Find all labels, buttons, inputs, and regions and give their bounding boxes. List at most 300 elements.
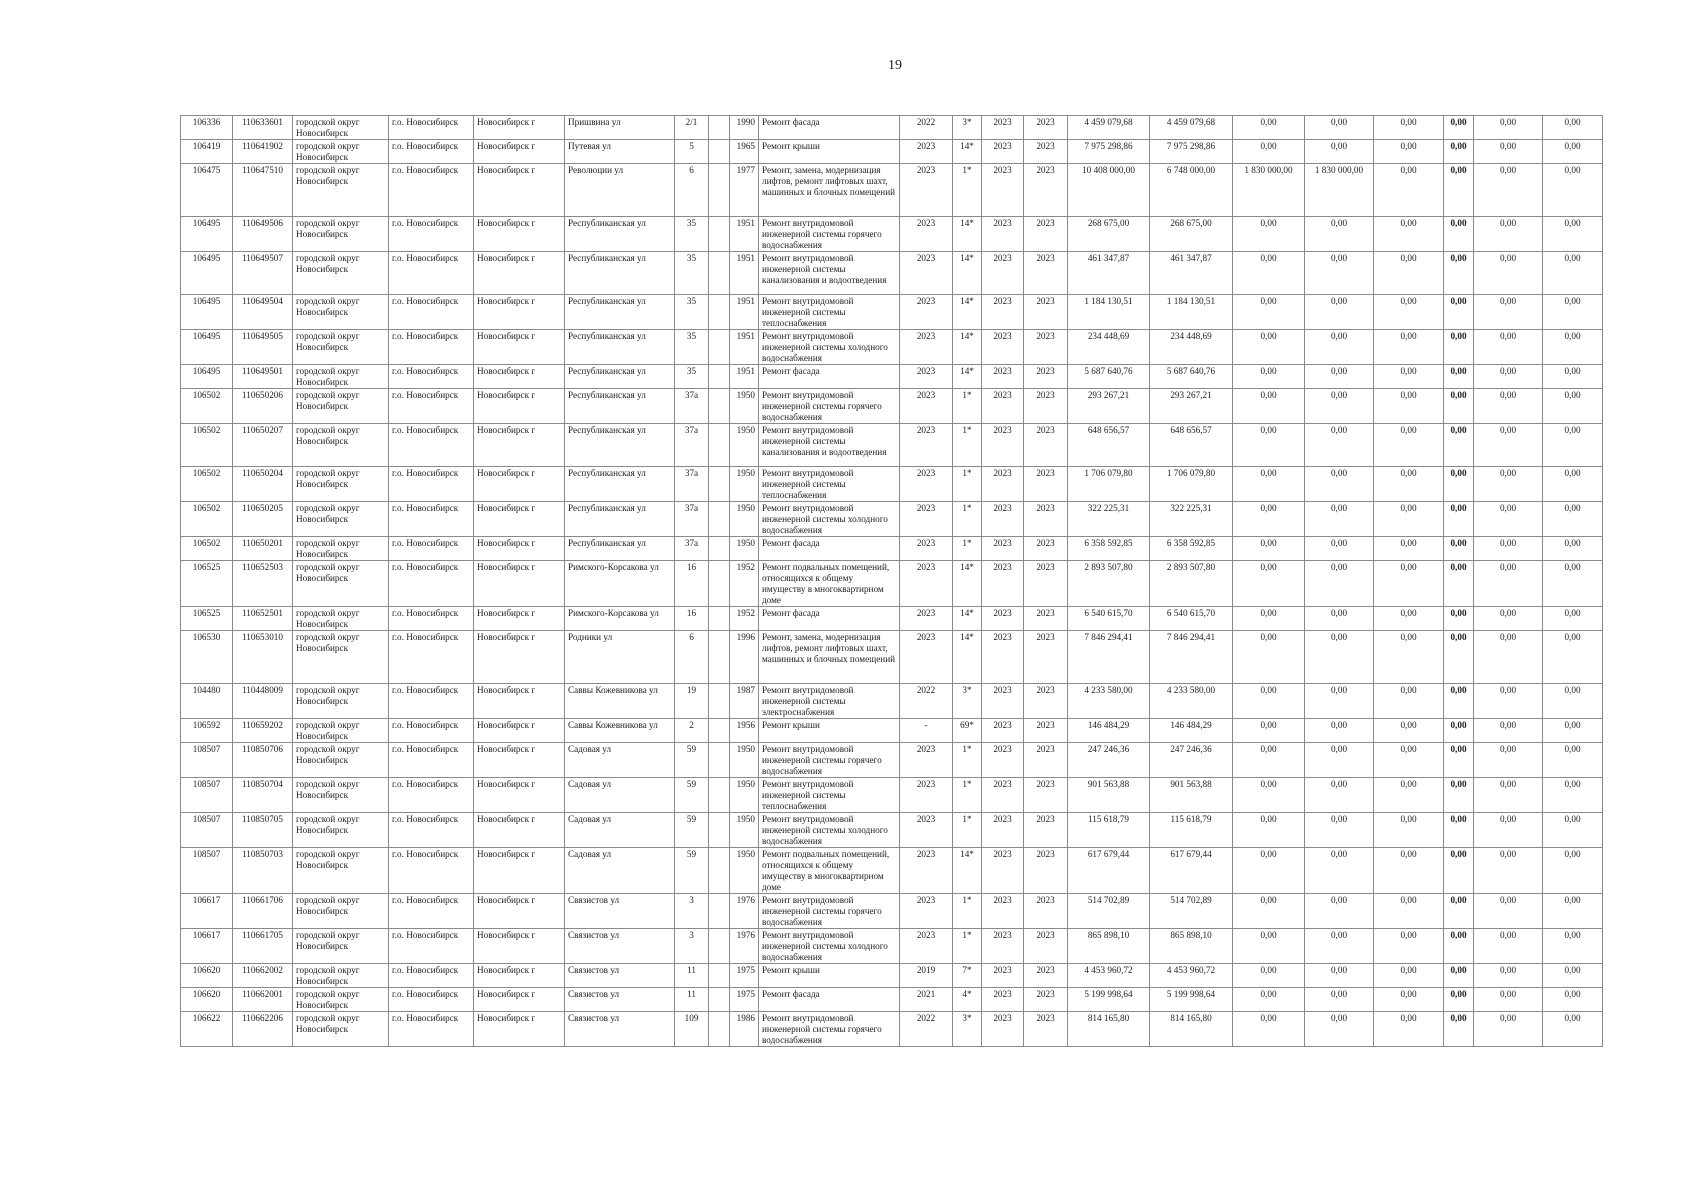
cell-year-start: 2023 bbox=[982, 894, 1024, 929]
cell-source-1: 0,00 bbox=[1233, 894, 1305, 929]
cell-priority: 14* bbox=[953, 140, 982, 164]
cell-code: 110850705 bbox=[233, 813, 293, 848]
cell-source-3: 0,00 bbox=[1374, 607, 1444, 631]
cell-source-5: 0,00 bbox=[1474, 1012, 1543, 1047]
cell-build-year: 1950 bbox=[730, 743, 759, 778]
cell-source-4: 0,00 bbox=[1444, 607, 1474, 631]
cell-street: Республиканская ул bbox=[565, 252, 675, 295]
cell-work-type: Ремонт внутридомовой инженерной системы канализования и водоотведения bbox=[759, 424, 900, 467]
cell-total-cost: 7 846 294,41 bbox=[1068, 631, 1150, 684]
cell-year-end: 2023 bbox=[1024, 631, 1068, 684]
cell-priority: 1* bbox=[953, 894, 982, 929]
cell-city: Новосибирск г bbox=[474, 988, 565, 1012]
cell-fund-cost: 6 540 615,70 bbox=[1150, 607, 1233, 631]
table-row bbox=[181, 467, 1603, 502]
cell-priority: 1* bbox=[953, 389, 982, 424]
cell-city: Новосибирск г bbox=[474, 365, 565, 389]
cell-source-4: 0,00 bbox=[1444, 140, 1474, 164]
cell-street: Садовая ул bbox=[565, 813, 675, 848]
cell-source-1: 0,00 bbox=[1233, 467, 1305, 502]
cell-source-1: 0,00 bbox=[1233, 988, 1305, 1012]
cell-priority: 1* bbox=[953, 164, 982, 217]
cell-building bbox=[709, 252, 730, 295]
cell-work-type: Ремонт внутридомовой инженерной системы теплоснабжения bbox=[759, 467, 900, 502]
cell-build-year: 1986 bbox=[730, 1012, 759, 1047]
cell-id: 106495 bbox=[181, 330, 233, 365]
cell-total-cost: 6 358 592,85 bbox=[1068, 537, 1150, 561]
cell-id: 106530 bbox=[181, 631, 233, 684]
cell-year-end: 2023 bbox=[1024, 778, 1068, 813]
cell-total-cost: 514 702,89 bbox=[1068, 894, 1150, 929]
cell-last-repair-year: 2023 bbox=[900, 164, 953, 217]
cell-building bbox=[709, 295, 730, 330]
cell-building bbox=[709, 502, 730, 537]
cell-source-4: 0,00 bbox=[1444, 502, 1474, 537]
cell-municipality: г.о. Новосибирск bbox=[389, 743, 474, 778]
cell-district: городской округ Новосибирск bbox=[293, 988, 389, 1012]
cell-district: городской округ Новосибирск bbox=[293, 684, 389, 719]
cell-street: Республиканская ул bbox=[565, 467, 675, 502]
cell-last-repair-year: 2023 bbox=[900, 929, 953, 964]
cell-city: Новосибирск г bbox=[474, 778, 565, 813]
cell-id: 106617 bbox=[181, 894, 233, 929]
cell-source-3: 0,00 bbox=[1374, 467, 1444, 502]
cell-source-1: 0,00 bbox=[1233, 684, 1305, 719]
cell-source-3: 0,00 bbox=[1374, 140, 1444, 164]
cell-source-5: 0,00 bbox=[1474, 631, 1543, 684]
cell-source-2: 0,00 bbox=[1305, 684, 1374, 719]
cell-source-1: 0,00 bbox=[1233, 813, 1305, 848]
cell-last-repair-year: 2022 bbox=[900, 116, 953, 140]
cell-total-cost: 6 540 615,70 bbox=[1068, 607, 1150, 631]
cell-source-6: 0,00 bbox=[1543, 502, 1603, 537]
cell-municipality: г.о. Новосибирск bbox=[389, 330, 474, 365]
cell-work-type: Ремонт внутридомовой инженерной системы горячего водоснабжения bbox=[759, 894, 900, 929]
cell-source-4: 0,00 bbox=[1444, 467, 1474, 502]
cell-year-end: 2023 bbox=[1024, 424, 1068, 467]
cell-code: 110850704 bbox=[233, 778, 293, 813]
cell-source-2: 1 830 000,00 bbox=[1305, 164, 1374, 217]
cell-year-start: 2023 bbox=[982, 365, 1024, 389]
cell-fund-cost: 4 453 960,72 bbox=[1150, 964, 1233, 988]
cell-build-year: 1951 bbox=[730, 252, 759, 295]
cell-municipality: г.о. Новосибирск bbox=[389, 424, 474, 467]
repair-program-table bbox=[180, 115, 1603, 1047]
cell-code: 110662206 bbox=[233, 1012, 293, 1047]
cell-city: Новосибирск г bbox=[474, 607, 565, 631]
cell-source-4: 0,00 bbox=[1444, 252, 1474, 295]
cell-street: Республиканская ул bbox=[565, 424, 675, 467]
cell-code: 110649506 bbox=[233, 217, 293, 252]
cell-year-end: 2023 bbox=[1024, 743, 1068, 778]
cell-fund-cost: 648 656,57 bbox=[1150, 424, 1233, 467]
cell-source-1: 0,00 bbox=[1233, 502, 1305, 537]
cell-building bbox=[709, 964, 730, 988]
cell-code: 110649501 bbox=[233, 365, 293, 389]
cell-source-5: 0,00 bbox=[1474, 537, 1543, 561]
cell-work-type: Ремонт внутридомовой инженерной системы холодного водоснабжения bbox=[759, 330, 900, 365]
cell-source-3: 0,00 bbox=[1374, 894, 1444, 929]
cell-year-end: 2023 bbox=[1024, 502, 1068, 537]
cell-source-6: 0,00 bbox=[1543, 424, 1603, 467]
cell-source-5: 0,00 bbox=[1474, 929, 1543, 964]
cell-source-3: 0,00 bbox=[1374, 988, 1444, 1012]
cell-building bbox=[709, 988, 730, 1012]
cell-house: 37а bbox=[675, 502, 709, 537]
cell-house: 11 bbox=[675, 964, 709, 988]
cell-building bbox=[709, 164, 730, 217]
cell-source-4: 0,00 bbox=[1444, 164, 1474, 217]
cell-building bbox=[709, 1012, 730, 1047]
page-number: 19 bbox=[888, 58, 902, 73]
cell-build-year: 1990 bbox=[730, 116, 759, 140]
cell-source-2: 0,00 bbox=[1305, 778, 1374, 813]
cell-id: 106502 bbox=[181, 537, 233, 561]
cell-fund-cost: 247 246,36 bbox=[1150, 743, 1233, 778]
cell-source-3: 0,00 bbox=[1374, 778, 1444, 813]
cell-total-cost: 617 679,44 bbox=[1068, 848, 1150, 894]
cell-code: 110662002 bbox=[233, 964, 293, 988]
cell-source-2: 0,00 bbox=[1305, 389, 1374, 424]
cell-total-cost: 5 687 640,76 bbox=[1068, 365, 1150, 389]
table-row bbox=[181, 894, 1603, 929]
cell-building bbox=[709, 537, 730, 561]
cell-fund-cost: 7 846 294,41 bbox=[1150, 631, 1233, 684]
cell-year-start: 2023 bbox=[982, 631, 1024, 684]
cell-source-1: 0,00 bbox=[1233, 561, 1305, 607]
cell-total-cost: 648 656,57 bbox=[1068, 424, 1150, 467]
cell-house: 11 bbox=[675, 988, 709, 1012]
cell-source-4: 0,00 bbox=[1444, 778, 1474, 813]
cell-city: Новосибирск г bbox=[474, 684, 565, 719]
cell-total-cost: 1 706 079,80 bbox=[1068, 467, 1150, 502]
cell-last-repair-year: 2023 bbox=[900, 894, 953, 929]
cell-last-repair-year: - bbox=[900, 719, 953, 743]
cell-year-start: 2023 bbox=[982, 813, 1024, 848]
cell-house: 35 bbox=[675, 252, 709, 295]
cell-city: Новосибирск г bbox=[474, 631, 565, 684]
cell-source-2: 0,00 bbox=[1305, 743, 1374, 778]
cell-source-5: 0,00 bbox=[1474, 894, 1543, 929]
cell-source-3: 0,00 bbox=[1374, 561, 1444, 607]
cell-build-year: 1956 bbox=[730, 719, 759, 743]
cell-build-year: 1965 bbox=[730, 140, 759, 164]
cell-fund-cost: 234 448,69 bbox=[1150, 330, 1233, 365]
cell-year-start: 2023 bbox=[982, 719, 1024, 743]
cell-fund-cost: 1 706 079,80 bbox=[1150, 467, 1233, 502]
cell-city: Новосибирск г bbox=[474, 389, 565, 424]
cell-last-repair-year: 2023 bbox=[900, 389, 953, 424]
cell-district: городской округ Новосибирск bbox=[293, 631, 389, 684]
cell-build-year: 1976 bbox=[730, 929, 759, 964]
cell-build-year: 1996 bbox=[730, 631, 759, 684]
cell-source-4: 0,00 bbox=[1444, 217, 1474, 252]
cell-work-type: Ремонт внутридомовой инженерной системы холодного водоснабжения bbox=[759, 813, 900, 848]
cell-year-start: 2023 bbox=[982, 684, 1024, 719]
cell-source-4: 0,00 bbox=[1444, 719, 1474, 743]
cell-code: 110661706 bbox=[233, 894, 293, 929]
cell-source-5: 0,00 bbox=[1474, 217, 1543, 252]
cell-source-1: 1 830 000,00 bbox=[1233, 164, 1305, 217]
cell-source-2: 0,00 bbox=[1305, 140, 1374, 164]
table-row bbox=[181, 140, 1603, 164]
cell-year-end: 2023 bbox=[1024, 389, 1068, 424]
cell-street: Связистов ул bbox=[565, 929, 675, 964]
cell-total-cost: 4 459 079,68 bbox=[1068, 116, 1150, 140]
cell-city: Новосибирск г bbox=[474, 164, 565, 217]
cell-building bbox=[709, 330, 730, 365]
cell-total-cost: 5 199 998,64 bbox=[1068, 988, 1150, 1012]
cell-source-1: 0,00 bbox=[1233, 295, 1305, 330]
cell-source-1: 0,00 bbox=[1233, 330, 1305, 365]
cell-house: 37а bbox=[675, 424, 709, 467]
cell-total-cost: 4 233 580,00 bbox=[1068, 684, 1150, 719]
table-row bbox=[181, 1012, 1603, 1047]
cell-year-start: 2023 bbox=[982, 164, 1024, 217]
cell-id: 106495 bbox=[181, 252, 233, 295]
cell-district: городской округ Новосибирск bbox=[293, 1012, 389, 1047]
cell-source-6: 0,00 bbox=[1543, 894, 1603, 929]
cell-source-1: 0,00 bbox=[1233, 217, 1305, 252]
cell-house: 3 bbox=[675, 894, 709, 929]
cell-year-end: 2023 bbox=[1024, 813, 1068, 848]
cell-year-end: 2023 bbox=[1024, 217, 1068, 252]
cell-source-6: 0,00 bbox=[1543, 848, 1603, 894]
cell-priority: 14* bbox=[953, 848, 982, 894]
cell-work-type: Ремонт подвальных помещений, относящихся к общему имуществу в многоквартирном доме bbox=[759, 561, 900, 607]
cell-house: 35 bbox=[675, 330, 709, 365]
cell-street: Саввы Кожевникова ул bbox=[565, 684, 675, 719]
cell-year-end: 2023 bbox=[1024, 164, 1068, 217]
cell-work-type: Ремонт фасада bbox=[759, 607, 900, 631]
cell-city: Новосибирск г bbox=[474, 848, 565, 894]
cell-priority: 14* bbox=[953, 607, 982, 631]
cell-street: Садовая ул bbox=[565, 743, 675, 778]
cell-id: 106475 bbox=[181, 164, 233, 217]
cell-source-6: 0,00 bbox=[1543, 217, 1603, 252]
cell-last-repair-year: 2021 bbox=[900, 988, 953, 1012]
cell-house: 2/1 bbox=[675, 116, 709, 140]
cell-total-cost: 10 408 000,00 bbox=[1068, 164, 1150, 217]
table-row bbox=[181, 217, 1603, 252]
cell-year-end: 2023 bbox=[1024, 252, 1068, 295]
cell-municipality: г.о. Новосибирск bbox=[389, 1012, 474, 1047]
cell-build-year: 1951 bbox=[730, 365, 759, 389]
cell-code: 110633601 bbox=[233, 116, 293, 140]
cell-source-4: 0,00 bbox=[1444, 295, 1474, 330]
cell-code: 110659202 bbox=[233, 719, 293, 743]
cell-code: 110653010 bbox=[233, 631, 293, 684]
cell-source-5: 0,00 bbox=[1474, 365, 1543, 389]
cell-source-4: 0,00 bbox=[1444, 389, 1474, 424]
cell-work-type: Ремонт, замена, модернизация лифтов, ремонт лифтовых шахт, машинных и блочных помещений bbox=[759, 631, 900, 684]
cell-source-6: 0,00 bbox=[1543, 116, 1603, 140]
cell-source-6: 0,00 bbox=[1543, 813, 1603, 848]
cell-district: городской округ Новосибирск bbox=[293, 467, 389, 502]
cell-total-cost: 865 898,10 bbox=[1068, 929, 1150, 964]
table-row bbox=[181, 252, 1603, 295]
cell-building bbox=[709, 813, 730, 848]
cell-work-type: Ремонт крыши bbox=[759, 140, 900, 164]
cell-priority: 3* bbox=[953, 1012, 982, 1047]
cell-source-3: 0,00 bbox=[1374, 684, 1444, 719]
cell-municipality: г.о. Новосибирск bbox=[389, 467, 474, 502]
cell-source-3: 0,00 bbox=[1374, 848, 1444, 894]
cell-source-1: 0,00 bbox=[1233, 1012, 1305, 1047]
cell-code: 110650206 bbox=[233, 389, 293, 424]
cell-street: Римского-Корсакова ул bbox=[565, 607, 675, 631]
cell-work-type: Ремонт внутридомовой инженерной системы горячего водоснабжения bbox=[759, 389, 900, 424]
cell-house: 6 bbox=[675, 631, 709, 684]
cell-district: городской округ Новосибирск bbox=[293, 607, 389, 631]
cell-street: Пришвина ул bbox=[565, 116, 675, 140]
cell-source-6: 0,00 bbox=[1543, 164, 1603, 217]
table-row bbox=[181, 607, 1603, 631]
cell-last-repair-year: 2023 bbox=[900, 365, 953, 389]
cell-source-4: 0,00 bbox=[1444, 894, 1474, 929]
cell-municipality: г.о. Новосибирск bbox=[389, 502, 474, 537]
cell-code: 110652503 bbox=[233, 561, 293, 607]
cell-house: 109 bbox=[675, 1012, 709, 1047]
cell-district: городской округ Новосибирск bbox=[293, 537, 389, 561]
cell-house: 35 bbox=[675, 295, 709, 330]
cell-fund-cost: 293 267,21 bbox=[1150, 389, 1233, 424]
cell-city: Новосибирск г bbox=[474, 140, 565, 164]
cell-year-end: 2023 bbox=[1024, 330, 1068, 365]
cell-source-6: 0,00 bbox=[1543, 330, 1603, 365]
cell-source-6: 0,00 bbox=[1543, 1012, 1603, 1047]
cell-source-5: 0,00 bbox=[1474, 964, 1543, 988]
cell-last-repair-year: 2023 bbox=[900, 502, 953, 537]
cell-district: городской округ Новосибирск bbox=[293, 389, 389, 424]
cell-year-end: 2023 bbox=[1024, 1012, 1068, 1047]
cell-fund-cost: 2 893 507,80 bbox=[1150, 561, 1233, 607]
cell-source-5: 0,00 bbox=[1474, 330, 1543, 365]
cell-priority: 14* bbox=[953, 217, 982, 252]
cell-district: городской округ Новосибирск bbox=[293, 252, 389, 295]
cell-work-type: Ремонт, замена, модернизация лифтов, ремонт лифтовых шахт, машинных и блочных помещений bbox=[759, 164, 900, 217]
cell-code: 110641902 bbox=[233, 140, 293, 164]
cell-build-year: 1952 bbox=[730, 561, 759, 607]
cell-house: 5 bbox=[675, 140, 709, 164]
cell-building bbox=[709, 929, 730, 964]
cell-total-cost: 7 975 298,86 bbox=[1068, 140, 1150, 164]
cell-city: Новосибирск г bbox=[474, 467, 565, 502]
cell-source-5: 0,00 bbox=[1474, 140, 1543, 164]
table-row bbox=[181, 502, 1603, 537]
cell-city: Новосибирск г bbox=[474, 502, 565, 537]
cell-municipality: г.о. Новосибирск bbox=[389, 252, 474, 295]
cell-fund-cost: 146 484,29 bbox=[1150, 719, 1233, 743]
cell-year-end: 2023 bbox=[1024, 295, 1068, 330]
cell-street: Республиканская ул bbox=[565, 389, 675, 424]
table-row bbox=[181, 813, 1603, 848]
cell-building bbox=[709, 719, 730, 743]
cell-last-repair-year: 2023 bbox=[900, 217, 953, 252]
cell-last-repair-year: 2023 bbox=[900, 467, 953, 502]
cell-work-type: Ремонт внутридомовой инженерной системы горячего водоснабжения bbox=[759, 217, 900, 252]
cell-source-4: 0,00 bbox=[1444, 684, 1474, 719]
cell-work-type: Ремонт фасада bbox=[759, 116, 900, 140]
cell-municipality: г.о. Новосибирск bbox=[389, 561, 474, 607]
cell-source-2: 0,00 bbox=[1305, 561, 1374, 607]
table-row bbox=[181, 778, 1603, 813]
cell-building bbox=[709, 389, 730, 424]
cell-district: городской округ Новосибирск bbox=[293, 929, 389, 964]
cell-build-year: 1950 bbox=[730, 389, 759, 424]
cell-source-1: 0,00 bbox=[1233, 964, 1305, 988]
cell-year-end: 2023 bbox=[1024, 894, 1068, 929]
cell-district: городской округ Новосибирск bbox=[293, 164, 389, 217]
cell-source-2: 0,00 bbox=[1305, 330, 1374, 365]
cell-house: 37а bbox=[675, 537, 709, 561]
cell-house: 37а bbox=[675, 389, 709, 424]
cell-municipality: г.о. Новосибирск bbox=[389, 295, 474, 330]
cell-building bbox=[709, 894, 730, 929]
cell-source-5: 0,00 bbox=[1474, 164, 1543, 217]
cell-house: 3 bbox=[675, 929, 709, 964]
cell-last-repair-year: 2023 bbox=[900, 778, 953, 813]
cell-source-1: 0,00 bbox=[1233, 631, 1305, 684]
cell-street: Родники ул bbox=[565, 631, 675, 684]
cell-source-2: 0,00 bbox=[1305, 964, 1374, 988]
cell-fund-cost: 461 347,87 bbox=[1150, 252, 1233, 295]
cell-total-cost: 1 184 130,51 bbox=[1068, 295, 1150, 330]
cell-source-5: 0,00 bbox=[1474, 719, 1543, 743]
cell-id: 108507 bbox=[181, 813, 233, 848]
cell-source-2: 0,00 bbox=[1305, 894, 1374, 929]
cell-priority: 3* bbox=[953, 684, 982, 719]
cell-priority: 1* bbox=[953, 929, 982, 964]
cell-code: 110649504 bbox=[233, 295, 293, 330]
cell-fund-cost: 814 165,80 bbox=[1150, 1012, 1233, 1047]
cell-priority: 1* bbox=[953, 467, 982, 502]
cell-source-6: 0,00 bbox=[1543, 684, 1603, 719]
cell-source-3: 0,00 bbox=[1374, 813, 1444, 848]
cell-street: Республиканская ул bbox=[565, 330, 675, 365]
cell-build-year: 1950 bbox=[730, 778, 759, 813]
cell-id: 106620 bbox=[181, 988, 233, 1012]
cell-year-start: 2023 bbox=[982, 778, 1024, 813]
table-row bbox=[181, 631, 1603, 684]
cell-source-2: 0,00 bbox=[1305, 424, 1374, 467]
cell-total-cost: 247 246,36 bbox=[1068, 743, 1150, 778]
cell-source-4: 0,00 bbox=[1444, 330, 1474, 365]
cell-source-5: 0,00 bbox=[1474, 813, 1543, 848]
cell-id: 106502 bbox=[181, 389, 233, 424]
cell-year-start: 2023 bbox=[982, 389, 1024, 424]
cell-id: 108507 bbox=[181, 743, 233, 778]
cell-street: Республиканская ул bbox=[565, 295, 675, 330]
table-row bbox=[181, 988, 1603, 1012]
cell-source-6: 0,00 bbox=[1543, 607, 1603, 631]
cell-last-repair-year: 2023 bbox=[900, 330, 953, 365]
cell-source-2: 0,00 bbox=[1305, 631, 1374, 684]
cell-priority: 14* bbox=[953, 561, 982, 607]
cell-source-3: 0,00 bbox=[1374, 365, 1444, 389]
cell-year-start: 2023 bbox=[982, 467, 1024, 502]
cell-building bbox=[709, 217, 730, 252]
cell-fund-cost: 4 233 580,00 bbox=[1150, 684, 1233, 719]
cell-source-3: 0,00 bbox=[1374, 929, 1444, 964]
cell-city: Новосибирск г bbox=[474, 1012, 565, 1047]
cell-source-5: 0,00 bbox=[1474, 295, 1543, 330]
cell-city: Новосибирск г bbox=[474, 537, 565, 561]
cell-source-5: 0,00 bbox=[1474, 252, 1543, 295]
cell-district: городской округ Новосибирск bbox=[293, 295, 389, 330]
cell-year-end: 2023 bbox=[1024, 988, 1068, 1012]
cell-building bbox=[709, 684, 730, 719]
